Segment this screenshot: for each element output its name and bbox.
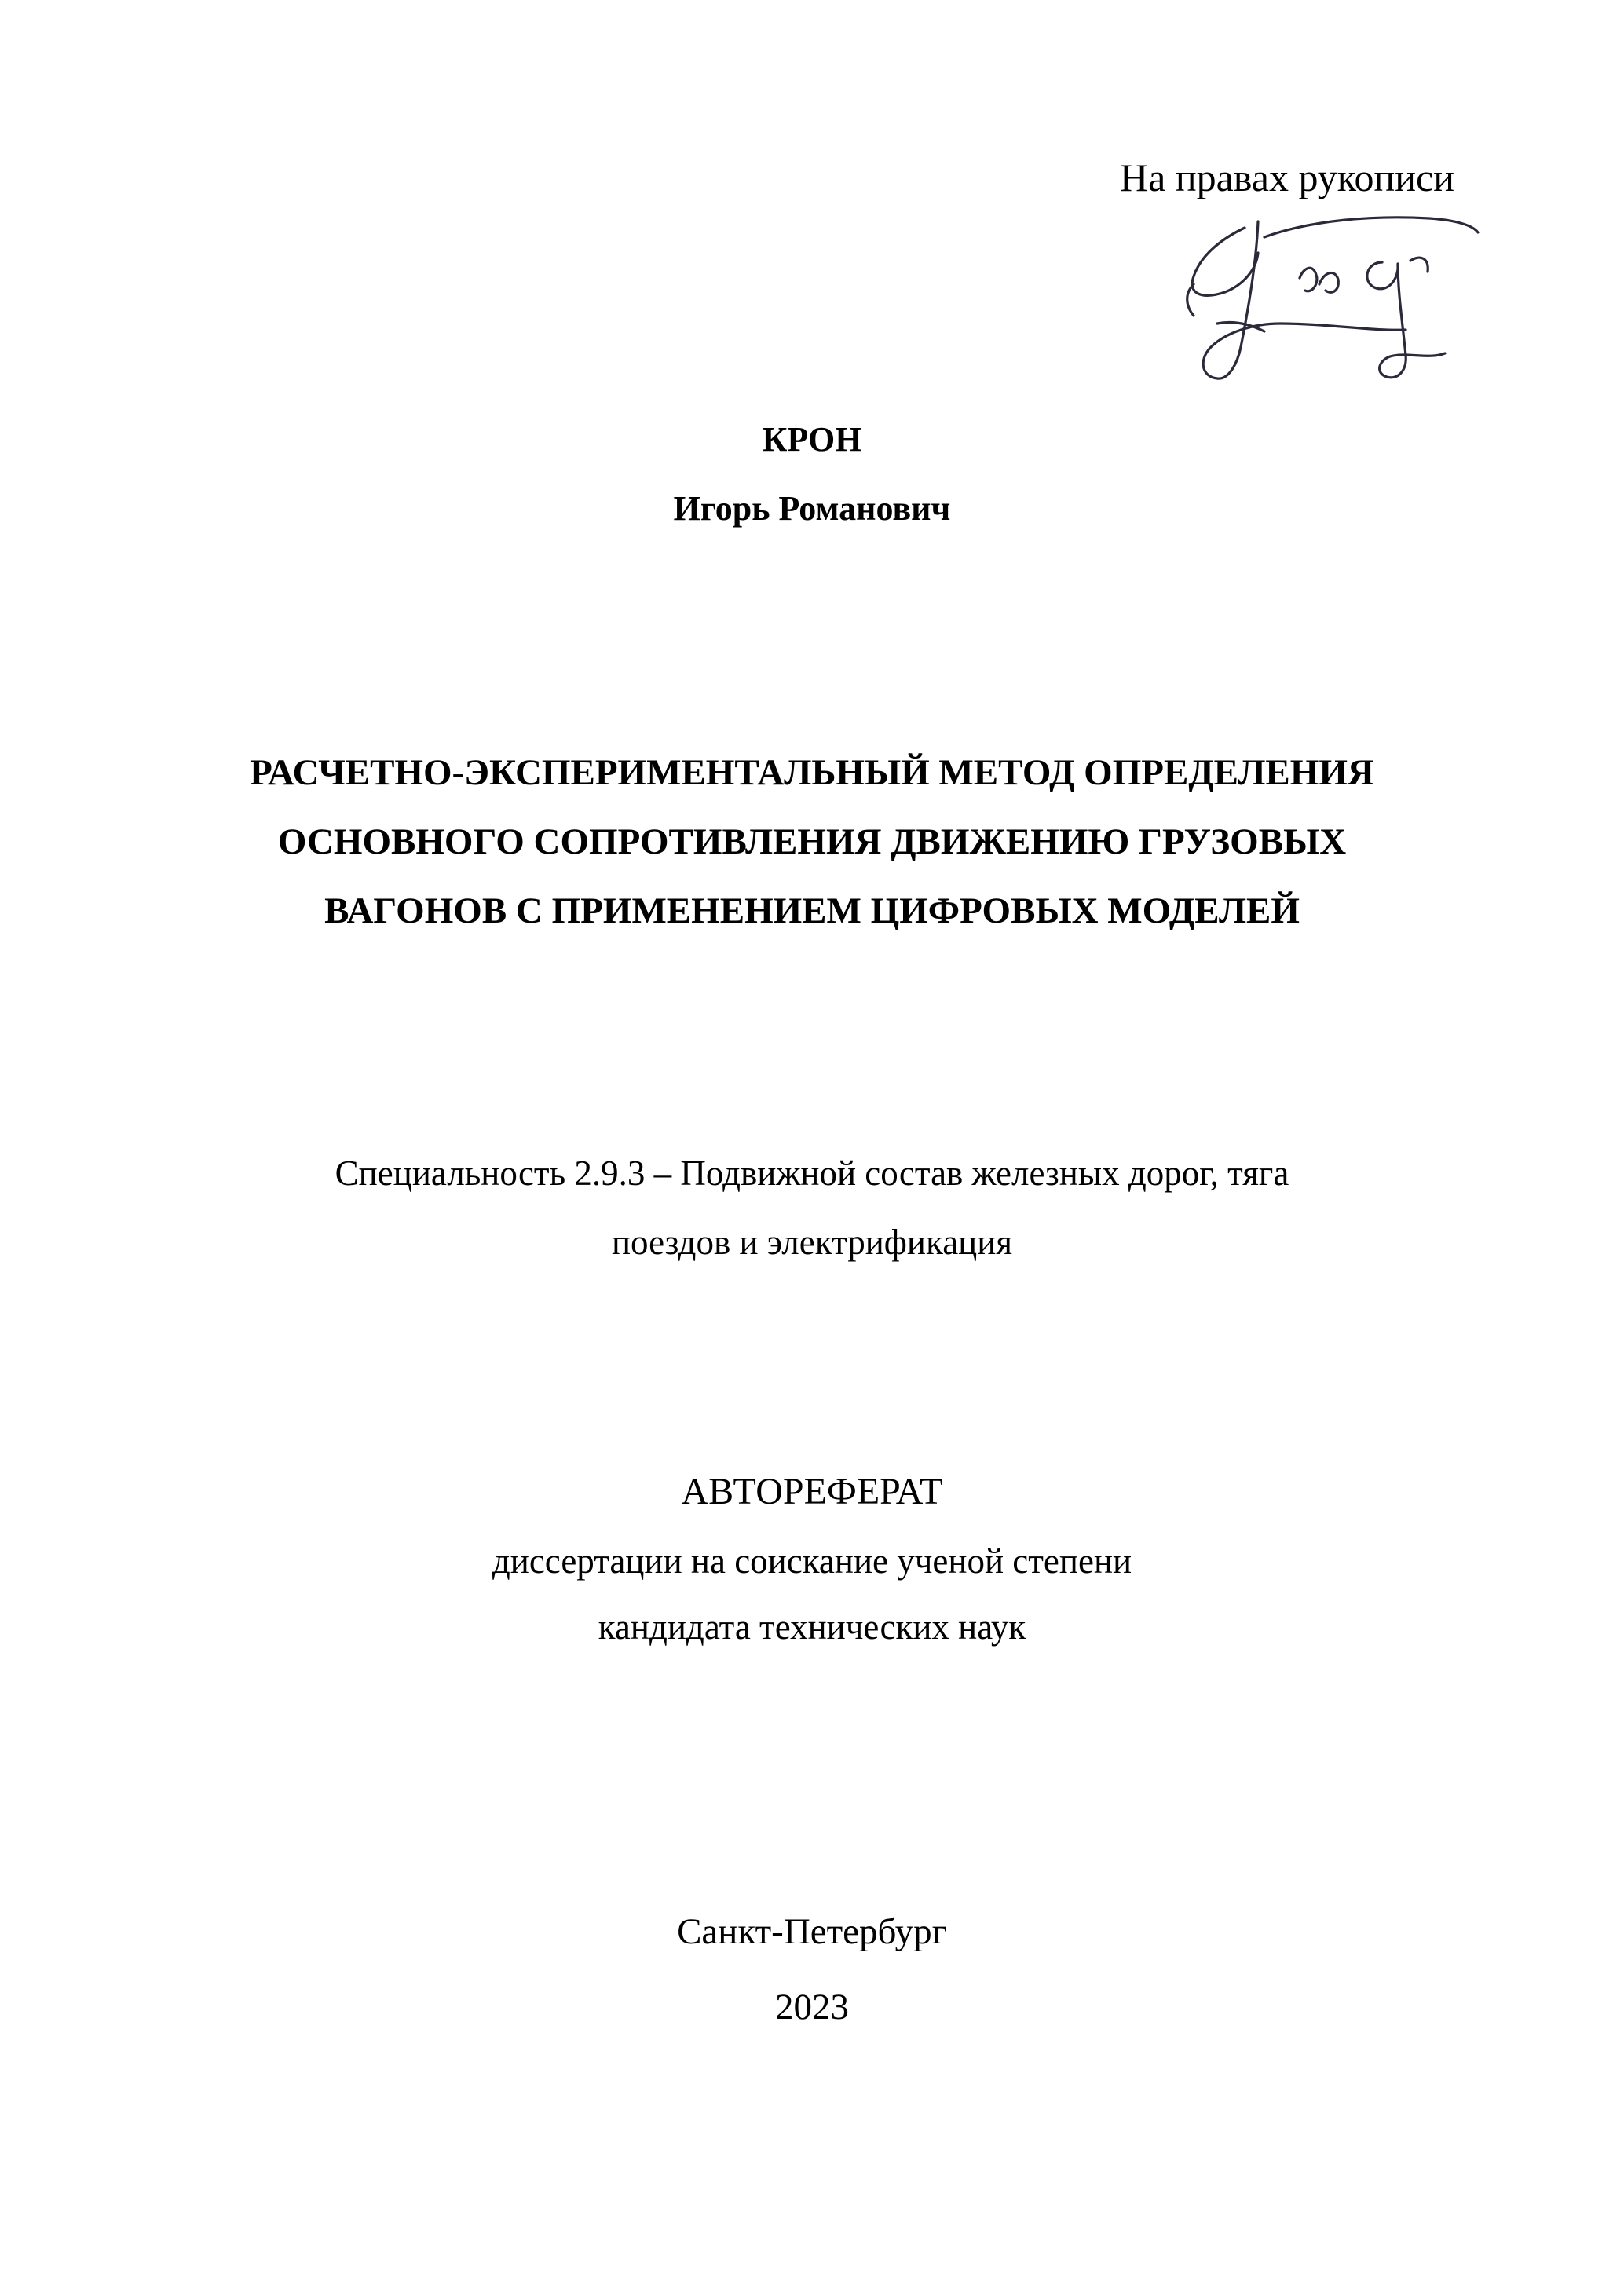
rights-note: На правах рукописи	[1120, 155, 1454, 199]
year: 2023	[775, 1987, 849, 2027]
specialty-line: Специальность 2.9.3 – Подвижной состав железных дорог, тяга	[335, 1153, 1289, 1193]
title-line: РАСЧЕТНО-ЭКСПЕРИМЕНТАЛЬНЫЙ МЕТОД ОПРЕДЕЛЕНИЯ	[250, 752, 1374, 793]
author-given-names: Игорь Романович	[673, 489, 951, 528]
description-line: кандидата технических наук	[598, 1607, 1026, 1647]
city: Санкт-Петербург	[677, 1911, 947, 1952]
signature-icon	[1170, 206, 1484, 386]
description-line: диссертации на соискание ученой степени	[492, 1541, 1132, 1581]
document-type-label: АВТОРЕФЕРАТ	[681, 1471, 943, 1512]
document-type-description	[0, 1528, 1624, 1660]
title-line: ВАГОНОВ С ПРИМЕНЕНИЕМ ЦИФРОВЫХ МОДЕЛЕЙ	[324, 890, 1300, 931]
title-line: ОСНОВНОГО СОПРОТИВЛЕНИЯ ДВИЖЕНИЮ ГРУЗОВЫХ	[277, 821, 1347, 862]
author-surname: КРОН	[762, 420, 862, 459]
specialty-line: поездов и электрификация	[611, 1223, 1013, 1262]
work-title	[0, 738, 1624, 945]
specialty	[0, 1139, 1624, 1277]
